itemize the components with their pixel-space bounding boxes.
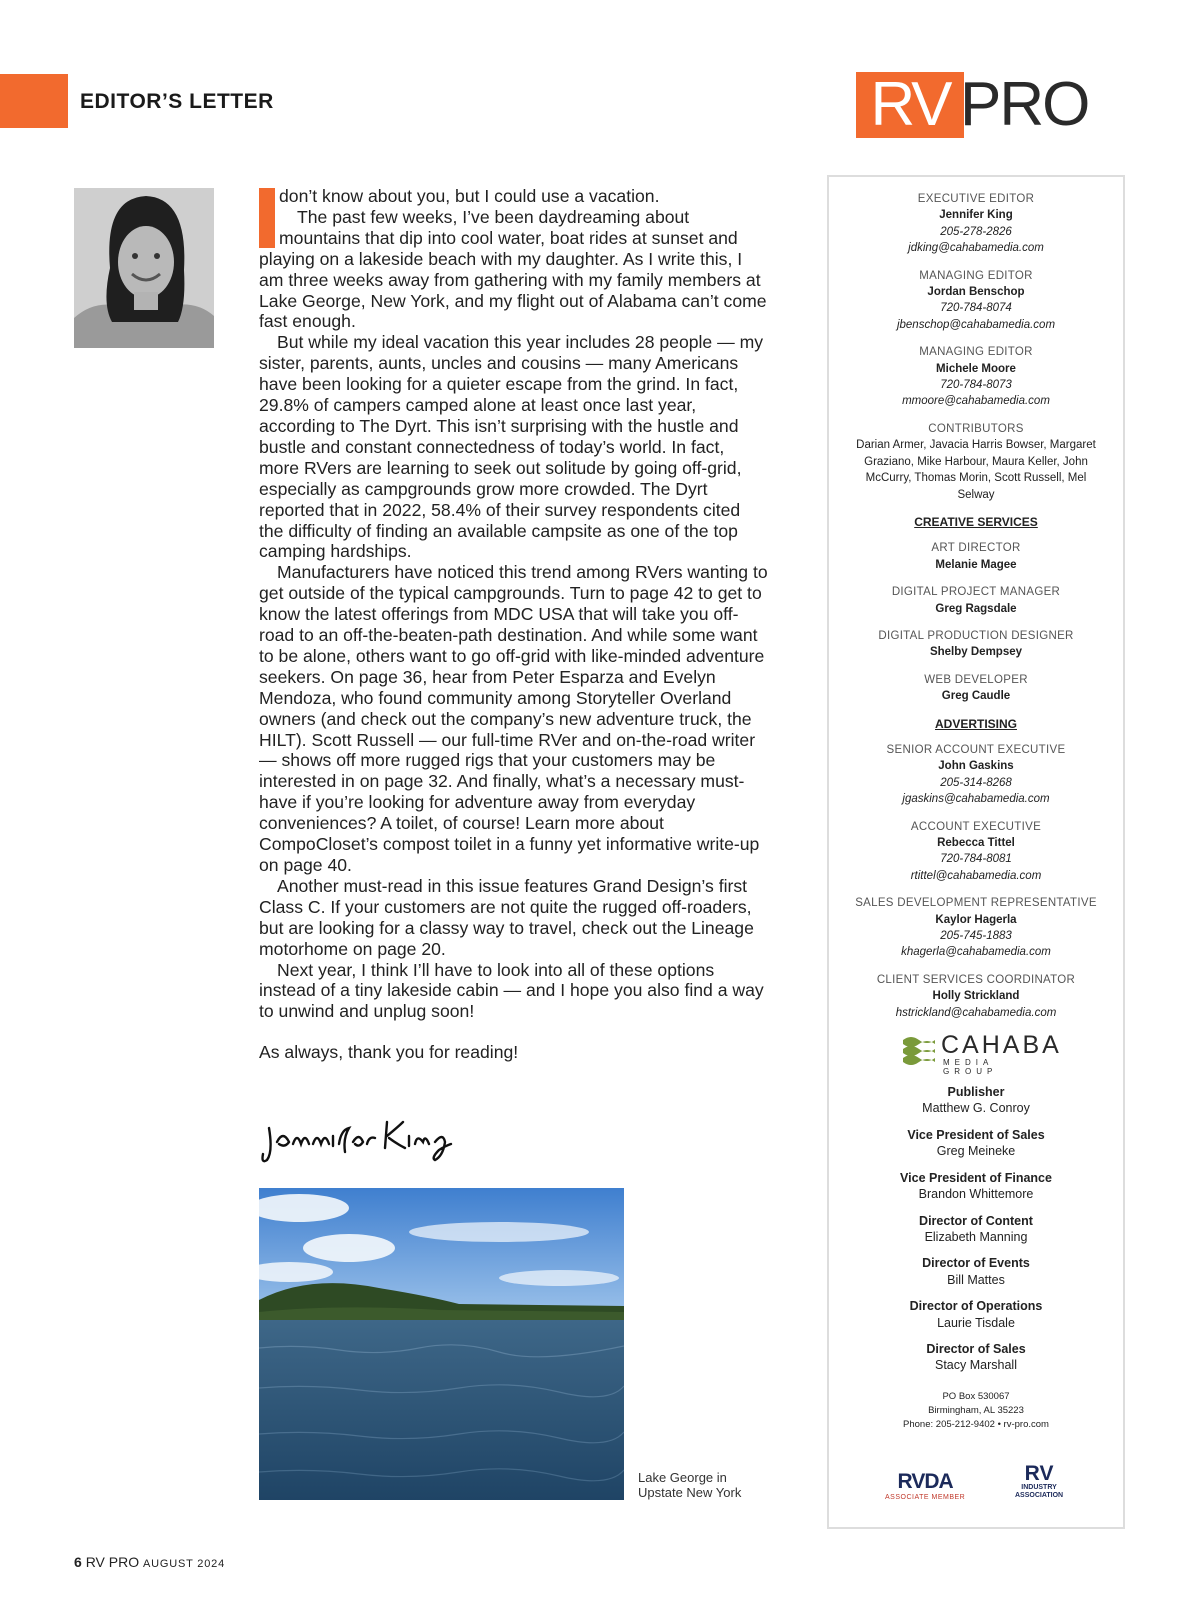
footer-issue-date: AUGUST 2024 [143,1558,225,1570]
cahaba-wave-icon [901,1034,935,1068]
address-line-2: Birmingham, AL 35223 [928,1404,1024,1416]
cahaba-wordmark: CAHABA [941,1031,1062,1060]
rvda-subtitle: ASSOCIATE MEMBER [885,1494,966,1502]
paragraph-4: Manufacturers have noticed this trend among RVers wanting to get outside of the typical campgrounds. Turn to page 42 to get to know the latest offerings from MDC USA that will take you off-road to an off-the-beaten-path destination. And while some want to be alone, others want to go off-grid with like-minded adventure seekers. On page 36, hear from Peter Esparza and Evelyn Mendoza, who found community among Storyteller Overland owners (and check out the company’s new adventure truck, the HILT). Scott Russell — our full-time RVer and on-the-road writer — shows off more rugged rigs that your customers may be interested in on page 32. And finally, what’s a necessary must-have if you’re looking for adventure away from everyday conveniences? A toilet, of course! Learn more about CompoCloset’s compost toilet in a funny yet informative write-up on page 40. [259,562,768,875]
role-title: ART DIRECTOR [931,542,1021,555]
exec-name: Greg Meineke [936,1144,1016,1159]
closing-line: As always, thank you for reading! [259,1042,519,1063]
role-name: Holly Strickland [932,990,1020,1003]
role-name: Jordan Benschop [927,286,1025,299]
masthead-senior-account-executive [829,742,1123,808]
exec-title: Vice President of Sales [907,1127,1045,1142]
exec-title: Director of Events [922,1256,1030,1271]
exec-title: Director of Content [919,1213,1033,1228]
role-email: hstrickland@cahabamedia.com [895,1006,1057,1019]
exec-title: Vice President of Finance [900,1170,1052,1185]
role-title: CLIENT SERVICES COORDINATOR [876,973,1076,986]
role-name: Greg Caudle [941,690,1011,703]
masthead-art-director [829,540,1123,573]
lake-george-photo [259,1188,624,1500]
creative-services-heading: CREATIVE SERVICES [914,514,1038,529]
role-email: jbenschop@cahabamedia.com [896,318,1056,331]
paragraph-1 [259,186,769,207]
rvia-subtitle-1: INDUSTRY [1021,1484,1057,1492]
paragraph-1-text: don’t know about you, but I could use a vacation. [279,186,660,206]
editor-portrait [74,188,214,348]
role-title: CONTRIBUTORS [928,422,1024,435]
exec-director-operations [829,1298,1123,1331]
role-email: jdking@cahabamedia.com [908,242,1044,255]
cahaba-media-group-logo [901,1031,1062,1077]
masthead-managing-editor-2 [829,344,1123,410]
exec-vp-finance [829,1170,1123,1203]
masthead-digital-project-manager [829,584,1123,617]
page-number: 6 [74,1554,82,1570]
section-accent-bar [0,74,68,128]
role-title: DIGITAL PRODUCTION DESIGNER [878,629,1074,642]
page-footer [74,1554,225,1570]
advertising-heading: ADVERTISING [934,716,1017,731]
role-phone: 720-784-8081 [940,853,1012,866]
role-title: DIGITAL PROJECT MANAGER [891,586,1061,599]
role-email: rtittel@cahabamedia.com [910,869,1042,882]
exec-director-events [829,1255,1123,1288]
rvia-logo [1015,1464,1063,1500]
masthead-account-executive [829,819,1123,885]
rvia-subtitle-2: ASSOCIATION [1015,1492,1064,1500]
photo-caption [638,1470,778,1500]
role-phone: 205-745-1883 [940,930,1012,943]
masthead-executive-editor [829,191,1123,257]
role-name: Rebecca Tittel [937,837,1015,849]
rvpro-logo [856,72,1106,140]
photo-caption-line-2: Upstate New York [638,1485,742,1500]
mailing-address [829,1390,1123,1433]
exec-name: Elizabeth Manning [924,1229,1028,1244]
role-title: SENIOR ACCOUNT EXECUTIVE [886,743,1066,756]
contributors-list: Darian Armer, Javacia Harris Bowser, Margaret Graziano, Mike Harbour, Maura Keller, John McCurry, Thomas Morin, Scott Russell, Mel Selway [856,439,1096,501]
masthead-contributors [829,421,1123,503]
exec-name: Bill Mattes [947,1272,1005,1287]
paragraph-6: Next year, I think I’ll have to look into all of these options instead of a tiny lakeside cabin — and I hope you also find a way to unwind and unplug soon! [259,959,764,1022]
role-title: MANAGING EDITOR [919,346,1033,359]
section-label: EDITOR’S LETTER [80,90,274,113]
exec-vp-sales [829,1127,1123,1160]
role-phone: 720-784-8073 [940,379,1012,392]
masthead-client-services-coordinator [829,972,1123,1021]
cahaba-subtitle: MEDIA GROUP [943,1058,998,1077]
role-name: Greg Ragsdale [935,602,1017,615]
role-title: MANAGING EDITOR [919,269,1033,282]
role-name: Jennifer King [939,209,1013,222]
role-email: mmoore@cahabamedia.com [902,395,1050,408]
role-name: Shelby Dempsey [929,646,1023,659]
masthead-digital-production-designer [829,628,1123,661]
role-title: SALES DEVELOPMENT REPRESENTATIVE [855,897,1097,910]
address-line-1: PO Box 530067 [942,1390,1010,1402]
masthead-sales-development-rep [829,895,1123,961]
exec-director-sales [829,1341,1123,1374]
paragraph-3: But while my ideal vacation this year includes 28 people — my sister, parents, aunts, uncles and cousins — many Americans have been looking for a quieter escape from the grind. In fact, 29.8% of campers camped alone at least once last year, according to The Dyrt. This isn’t surprising with the hustle and bustle and constant connectedness of today’s world. In fact, more RVers are learning to seek out solitude by going off-grid, especially as campgrounds grow more crowded. The Dyrt reported that in 2022, 58.4% of their survey respondents cited the difficulty of finding an available campsite as one of the top camping hardships. [259,332,764,562]
masthead-managing-editor-1 [829,268,1123,334]
footer-magazine-name: RV PRO [85,1554,140,1570]
rvda-wordmark: RVDA [897,1470,953,1494]
role-email: khagerla@cahabamedia.com [901,946,1051,959]
masthead-panel [827,175,1125,1529]
role-title: WEB DEVELOPER [924,673,1028,686]
rvda-logo [885,1470,965,1501]
role-name: John Gaskins [938,760,1014,773]
role-email: jgaskins@cahabamedia.com [902,793,1050,806]
role-name: Kaylor Hagerla [935,913,1017,926]
paragraph-2: The past few weeks, I’ve been daydreaming about mountains that dip into cool water, boat rides at sunset and playing on a lakeside beach with my daughter. As I write this, I am three weeks away from gathering with my family members at Lake George, New York, and my flight out of Alabama can’t come fast enough. [259,206,767,332]
association-logos [829,1458,1123,1508]
role-title: EXECUTIVE EDITOR [917,193,1035,205]
drop-cap-bar [259,188,275,248]
masthead-web-developer [829,672,1123,705]
photo-caption-line-1: Lake George in [638,1470,727,1485]
exec-publisher [829,1084,1123,1117]
exec-title: Publisher [947,1085,1005,1100]
letter-body [259,186,769,1063]
role-name: Michele Moore [936,362,1016,375]
paragraph-5: Another must-read in this issue features Grand Design’s first Class C. If your customers are not quite the rugged off-roaders, but are looking for a classy way to travel, check out the Lineage motorhome on page 20. [259,875,754,959]
exec-name: Stacy Marshall [935,1358,1017,1373]
role-name: Melanie Magee [935,558,1017,571]
exec-name: Laurie Tisdale [937,1315,1015,1330]
rvia-wordmark: RV [1024,1462,1054,1486]
logo-rv-mark: RV [856,72,964,138]
exec-name: Matthew G. Conroy [922,1101,1030,1116]
editor-signature [259,1108,459,1168]
exec-name: Brandon Whittemore [918,1187,1034,1202]
role-phone: 720-784-8074 [940,302,1012,315]
exec-title: Director of Sales [926,1341,1026,1356]
exec-director-content [829,1213,1123,1246]
role-phone: 205-314-8268 [940,776,1012,789]
logo-pro-mark: PRO [960,70,1089,139]
address-line-3: Phone: 205-212-9402 • rv-pro.com [903,1419,1049,1431]
role-phone: 205-278-2826 [940,225,1012,238]
role-title: ACCOUNT EXECUTIVE [910,820,1042,833]
exec-title: Director of Operations [909,1299,1043,1314]
